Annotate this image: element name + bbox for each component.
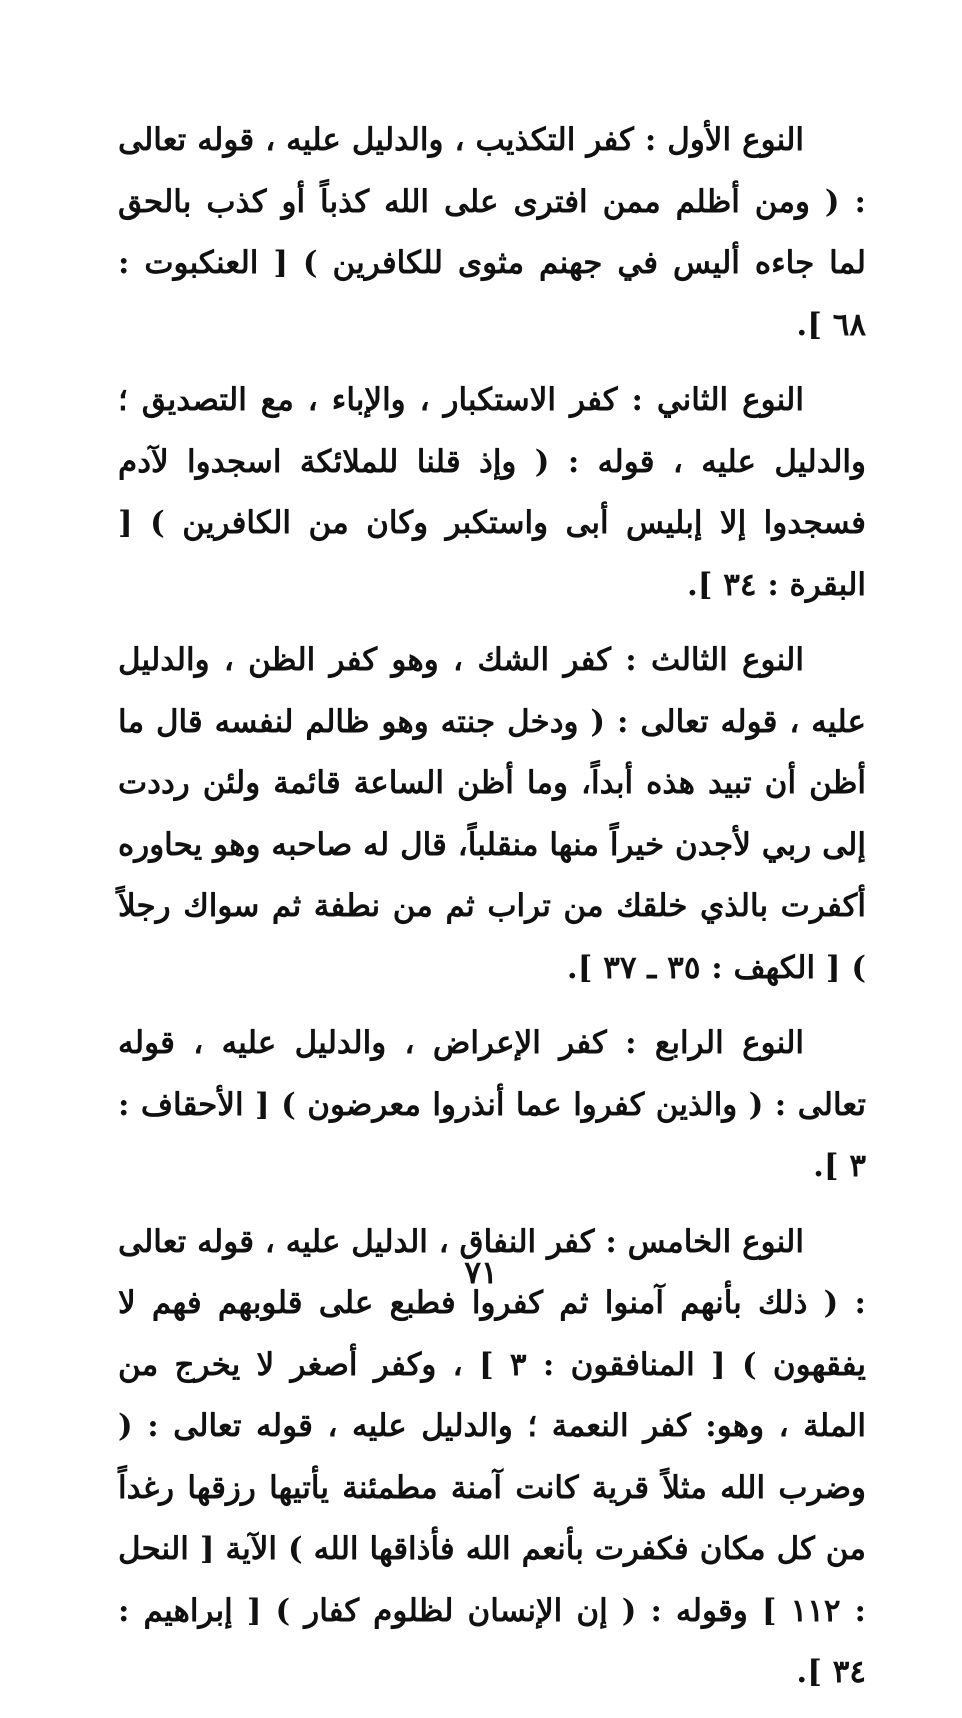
paragraph-kufr-shakk: النوع الثالث : كفر الشك ، وهو كفر الظن ، والدليل عليه ، قوله تعالى : ( ودخل جنته وهو ظالم لنفسه قال ما أظن أن تبيد هذه أبداً، وما أظن الساعة قائمة ولئن رددت إلى ربي لأجدن خيراً منها منقلباً، قال له صاحبه وهو يحاوره أكفرت بالذي خلقك من تراب ثم من نطفة ثم سواك رجلاً ) [ الكهف : ٣٥ ـ ٣٧ ]. [118, 642, 866, 986]
page-number: ٧١ [464, 1255, 498, 1291]
paragraph-kufr-nifaq: النوع الخامس : كفر النفاق ، الدليل عليه ، قوله تعالى : ( ذلك بأنهم آمنوا ثم كفروا فطبع على قلوبهم فهم لا يفقهون ) [ المنافقون : ٣ ] ، وكفر أصغر لا يخرج من الملة ، وهو: كفر النعمة ؛ والدليل عليه ، قوله تعالى : ( وضرب الله مثلاً قرية كانت آمنة مطمئنة يأتيها رزقها رغداً من كل مكان فكفرت بأنعم الله فأذاقها الله ) الآية [ النحل : ١١٢ ] وقوله : ( إن الإنسان لظلوم كفار ) [ إبراهيم : ٣٤ ]. [118, 1223, 866, 1690]
paragraph-kufr-takdhib: النوع الأول : كفر التكذيب ، والدليل عليه ، قوله تعالى : ( ومن أظلم ممن افترى على الله كذباً أو كذب بالحق لما جاءه أليس في جهنم مثوى للكافرين ) [ العنكبوت : ٦٨ ]. [118, 122, 866, 343]
page-body [118, 110, 866, 1718]
paragraph-kufr-iraad: النوع الرابع : كفر الإعراض ، والدليل عليه ، قوله تعالى : ( والذين كفروا عما أنذروا معرضون ) [ الأحقاف : ٣ ]. [118, 1025, 866, 1184]
paragraph-kufr-istikbar: النوع الثاني : كفر الاستكبار ، والإباء ، مع التصديق ؛ والدليل عليه ، قوله : ( وإذ قلنا للملائكة اسجدوا لآدم فسجدوا إلا إبليس أبى واستكبر وكان من الكافرين ) [ البقرة : ٣٤ ]. [118, 382, 866, 603]
